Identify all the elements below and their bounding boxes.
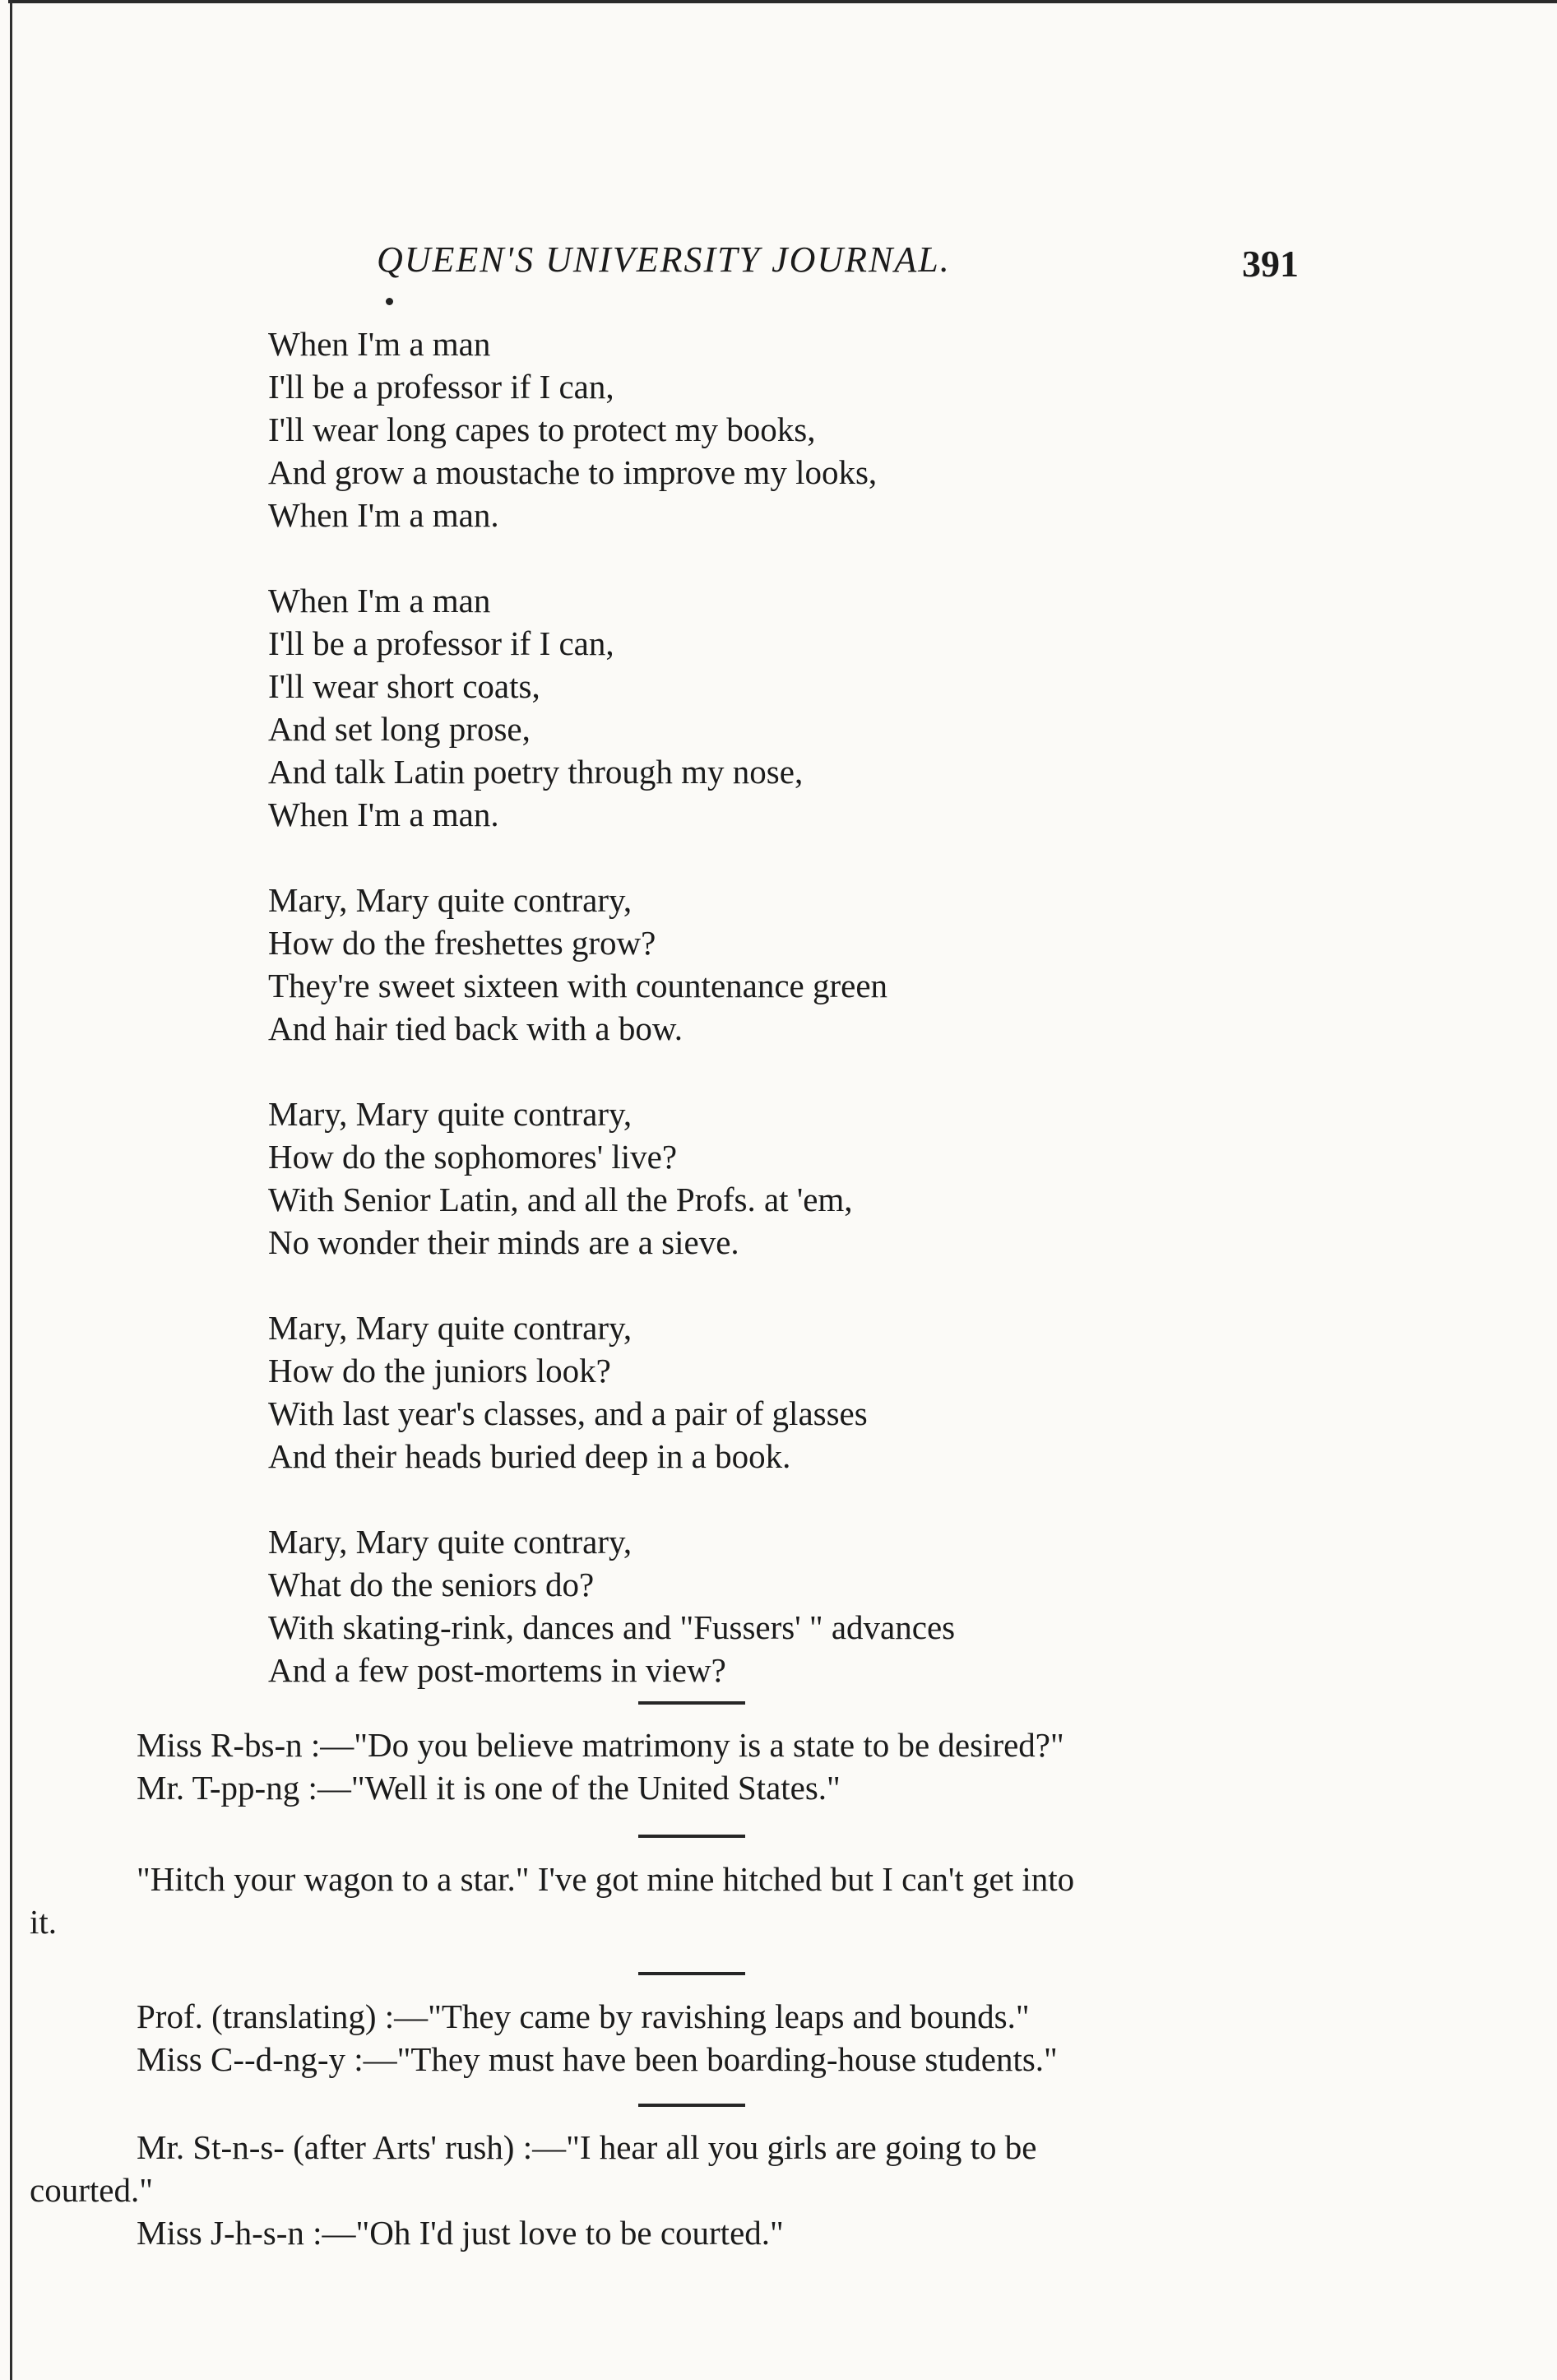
poem-line: I'll wear long capes to protect my books, bbox=[268, 411, 816, 448]
dialogue-line: courted." bbox=[30, 2171, 153, 2209]
poem-line: And a few post-mortems in view? bbox=[268, 1651, 726, 1689]
dialogue-line: Miss R-bs-n :—"Do you believe matrimony is a state to be desired?" bbox=[137, 1726, 1064, 1764]
exchange-translating bbox=[30, 1995, 1313, 2081]
poem-line: And talk Latin poetry through my nose, bbox=[268, 753, 804, 791]
stanza-1 bbox=[268, 322, 1337, 536]
running-title: QUEEN'S UNIVERSITY JOURNAL. bbox=[377, 239, 951, 280]
poem-line: With Senior Latin, and all the Profs. at 'em, bbox=[268, 1181, 853, 1218]
dialogue-line: Prof. (translating) :—"They came by ravishing leaps and bounds." bbox=[137, 1997, 1030, 2035]
poem-line: Mary, Mary quite contrary, bbox=[268, 1523, 633, 1561]
section-divider bbox=[638, 1835, 745, 1838]
poem-line: And grow a moustache to improve my looks, bbox=[268, 453, 878, 491]
page-number: 391 bbox=[1242, 243, 1299, 285]
poem-line: I'll wear short coats, bbox=[268, 667, 540, 705]
paragraph-hitch-wagon bbox=[30, 1858, 1313, 1943]
page-top-border bbox=[8, 0, 1557, 3]
dialogue-line: Miss J-h-s-n :—"Oh I'd just love to be courted." bbox=[137, 2214, 784, 2252]
poem-line: When I'm a man. bbox=[268, 796, 499, 833]
paragraph-line: "Hitch your wagon to a star." I've got mine hitched but I can't get into bbox=[137, 1860, 1075, 1898]
stanza-5 bbox=[268, 1306, 1337, 1478]
section-divider bbox=[638, 1701, 745, 1705]
section-divider bbox=[638, 2104, 745, 2107]
poem-line: Mary, Mary quite contrary, bbox=[268, 1095, 633, 1133]
paragraph-line: it. bbox=[30, 1903, 58, 1941]
poem-line: How do the sophomores' live? bbox=[268, 1138, 678, 1176]
exchange-courted bbox=[30, 2126, 1313, 2254]
stanza-3 bbox=[268, 879, 1337, 1050]
page-left-border bbox=[10, 0, 12, 2380]
dialogue-line: Mr. St-n-s- (after Arts' rush) :—"I hear all you girls are going to be bbox=[137, 2128, 1037, 2166]
poem-line: And hair tied back with a bow. bbox=[268, 1009, 684, 1047]
poem-line: I'll be a professor if I can, bbox=[268, 624, 614, 662]
stanza-4 bbox=[268, 1093, 1337, 1264]
poem-line: How do the freshettes grow? bbox=[268, 924, 656, 962]
poem-line: How do the juniors look? bbox=[268, 1352, 611, 1389]
poem-line: When I'm a man. bbox=[268, 496, 499, 534]
poem bbox=[268, 322, 1337, 1734]
poem-line: Mary, Mary quite contrary, bbox=[268, 1309, 633, 1347]
dialogue-line: Miss C--d-ng-y :—"They must have been boarding-house students." bbox=[137, 2040, 1058, 2078]
poem-line: And their heads buried deep in a book. bbox=[268, 1437, 791, 1475]
poem-line: I'll be a professor if I can, bbox=[268, 368, 614, 406]
poem-line: And set long prose, bbox=[268, 710, 531, 748]
dialogue-line: Mr. T-pp-ng :—"Well it is one of the United States." bbox=[137, 1769, 841, 1807]
stanza-2 bbox=[268, 579, 1337, 836]
poem-line: When I'm a man bbox=[268, 582, 491, 619]
poem-line: No wonder their minds are a sieve. bbox=[268, 1223, 739, 1261]
poem-line: When I'm a man bbox=[268, 325, 491, 363]
poem-line: With skating-rink, dances and "Fussers' " advances bbox=[268, 1608, 956, 1646]
poem-line: With last year's classes, and a pair of glasses bbox=[268, 1394, 868, 1432]
section-divider bbox=[638, 1972, 745, 1975]
poem-line: What do the seniors do? bbox=[268, 1566, 595, 1603]
exchange-matrimony bbox=[30, 1724, 1313, 1809]
stanza-6 bbox=[268, 1520, 1337, 1691]
poem-line: Mary, Mary quite contrary, bbox=[268, 881, 633, 919]
ornament-dot bbox=[386, 298, 393, 305]
poem-line: They're sweet sixteen with countenance green bbox=[268, 967, 888, 1004]
